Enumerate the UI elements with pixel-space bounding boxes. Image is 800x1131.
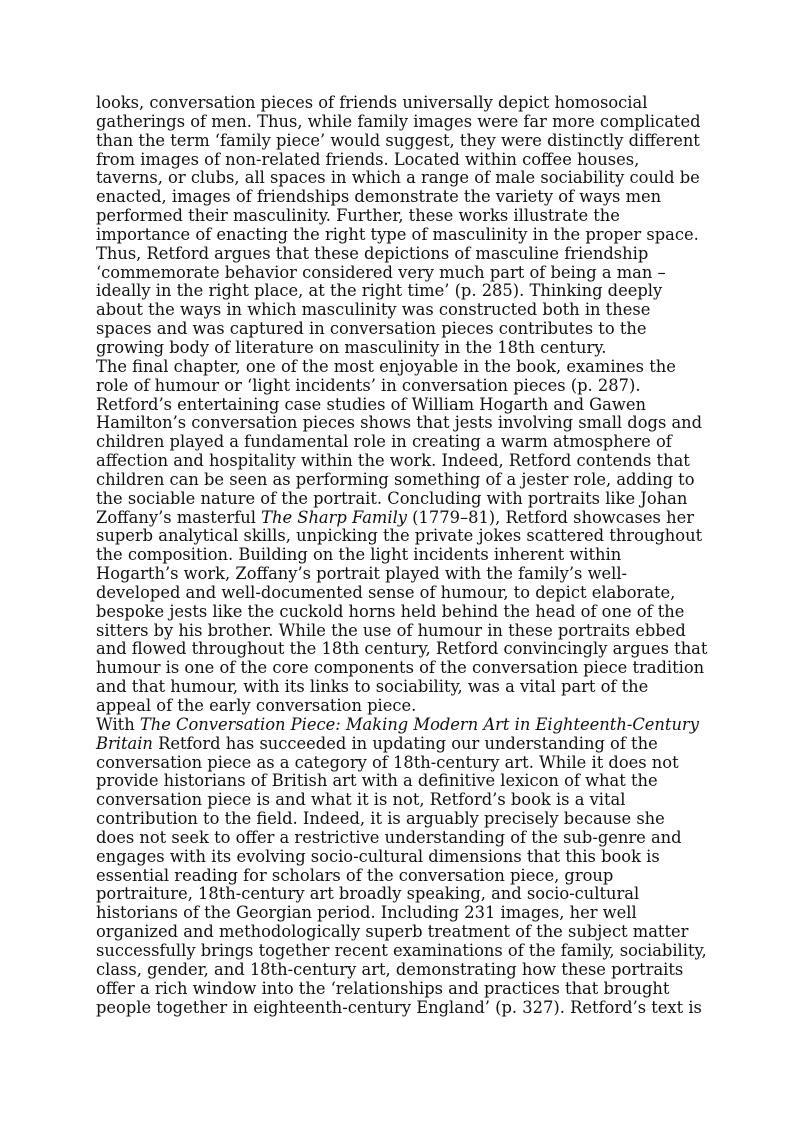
text-line [96,678,708,697]
text-run: growing body of literature on masculinity in the 18th century. [96,337,607,357]
text-run: Zoffany’s masterful [96,507,262,527]
text-run: provide historians of British art with a definitive lexicon of what the [96,771,658,791]
text-run: class, gender, and 18th-century art, demonstrating how these portraits [96,959,684,979]
text-run: spaces and was captured in conversation pieces contributes to the [96,319,647,339]
text-run: affection and hospitality within the work. Indeed, Retford contends that [96,451,690,471]
text-run: (1779–81), Retford showcases her [406,507,694,527]
italic-title-text: Britain [96,733,153,753]
text-run: importance of enacting the right type of masculinity in the proper space. [96,224,699,244]
italic-title-text: The Sharp Family [261,507,407,527]
text-line [96,942,708,961]
text-run: sitters by his brother. While the use of humour in these portraits ebbed [96,620,686,640]
text-run: ideally in the right place, at the right time’ (p. 285). Thinking deeply [96,281,663,301]
text-line [96,999,708,1018]
text-run: contribution to the field. Indeed, it is arguably precisely because she [96,809,665,829]
text-line [96,584,708,603]
text-run: children can be seen as performing something of a jester role, adding to [96,469,695,489]
text-run: gatherings of men. Thus, while family images were far more complicated [96,111,701,131]
text-line [96,169,708,188]
text-run: portraiture, 18th-century art broadly speaking, and socio-cultural [96,884,640,904]
text-line [96,980,708,999]
text-line [96,527,708,546]
text-run: the composition. Building on the light incidents inherent within [96,545,622,565]
text-run: offer a rich window into the ‘relationships and practices that brought [96,978,670,998]
text-line [96,188,708,207]
text-line [96,772,708,791]
text-run: ‘commemorate behavior considered very much part of being a man – [96,262,666,282]
text-run: historians of the Georgian period. Including 231 images, her well [96,903,637,923]
text-line [96,282,708,301]
text-line [96,659,708,678]
text-line [96,377,708,396]
text-line [96,414,708,433]
text-run: essential reading for scholars of the conversation piece, group [96,865,614,885]
text-line [96,509,708,528]
text-run: developed and well-documented sense of humour, to depict elaborate, [96,582,676,602]
text-line [96,961,708,980]
text-run: taverns, or clubs, all spaces in which a range of male sociability could be [96,168,700,188]
text-run: role of humour or ‘light incidents’ in conversation pieces (p. 287). [96,375,641,395]
text-line [96,471,708,490]
text-line [96,546,708,565]
text-line [96,867,708,886]
text-run: With [96,714,140,734]
text-line [96,339,708,358]
text-run: organized and methodologically superb treatment of the subject matter [96,922,689,942]
text-line [96,151,708,170]
paragraph [96,94,708,358]
text-line [96,433,708,452]
text-line [96,754,708,773]
text-line [96,94,708,113]
text-run: Hamilton’s conversation pieces shows that jests involving small dogs and [96,413,703,433]
text-line [96,885,708,904]
text-run: Hogarth’s work, Zoffany’s portrait played with the family’s well- [96,564,628,584]
text-run: from images of non-related friends. Located within coffee houses, [96,149,640,169]
text-run: Thus, Retford argues that these depictions of masculine friendship [96,243,649,263]
text-run: bespoke jests like the cuckold horns held behind the head of one of the [96,601,685,621]
text-line [96,245,708,264]
text-run: does not seek to offer a restrictive understanding of the sub-genre and [96,827,682,847]
text-line [96,490,708,509]
text-line [96,791,708,810]
text-run: looks, conversation pieces of friends universally depict homosocial [96,93,648,112]
text-line [96,565,708,584]
text-line [96,264,708,283]
text-line [96,207,708,226]
text-run: appeal of the early conversation piece. [96,696,417,715]
text-line [96,716,708,735]
text-line [96,603,708,622]
text-line [96,640,708,659]
text-run: children played a fundamental role in creating a warm atmosphere of [96,432,672,452]
text-line [96,829,708,848]
text-run: conversation piece as a category of 18th-century art. While it does not [96,752,679,772]
text-line [96,358,708,377]
text-line [96,226,708,245]
text-line [96,132,708,151]
text-line [96,735,708,754]
text-run: the sociable nature of the portrait. Concluding with portraits like Johan [96,488,688,508]
text-run: successfully brings together recent examinations of the family, sociability, [96,940,707,960]
article-body [96,94,708,1017]
paragraph [96,716,708,1018]
text-line [96,810,708,829]
text-line [96,697,708,716]
italic-title-text: The Conversation Piece: Making Modern Art in Eighteenth-Century [139,714,699,734]
text-run: humour is one of the core components of the conversation piece tradition [96,658,705,678]
text-line [96,113,708,132]
text-run: enacted, images of friendships demonstrate the variety of ways men [96,187,662,207]
text-run: and flowed throughout the 18th century, Retford convincingly argues that [96,639,708,659]
text-run: than the term ‘family piece’ would suggest, they were distinctly different [96,130,700,150]
text-line [96,622,708,641]
text-run: people together in eighteenth-century England’ (p. 327). Retford’s text is [96,997,702,1017]
text-line [96,320,708,339]
text-line [96,923,708,942]
text-line [96,452,708,471]
text-line [96,904,708,923]
paragraph [96,358,708,716]
text-run: performed their masculinity. Further, these works illustrate the [96,206,620,226]
text-run: conversation piece is and what it is not, Retford’s book is a vital [96,790,626,810]
text-run: about the ways in which masculinity was constructed both in these [96,300,651,320]
text-run: engages with its evolving socio-cultural dimensions that this book is [96,846,660,866]
text-run: The final chapter, one of the most enjoyable in the book, examines the [96,356,676,376]
text-line [96,848,708,867]
text-line [96,396,708,415]
text-line [96,301,708,320]
text-run: Retford’s entertaining case studies of William Hogarth and Gawen [96,394,646,414]
text-run: and that humour, with its links to sociability, was a vital part of the [96,677,649,697]
text-run: Retford has succeeded in updating our understanding of the [152,733,658,753]
text-run: superb analytical skills, unpicking the private jokes scattered throughout [96,526,703,546]
